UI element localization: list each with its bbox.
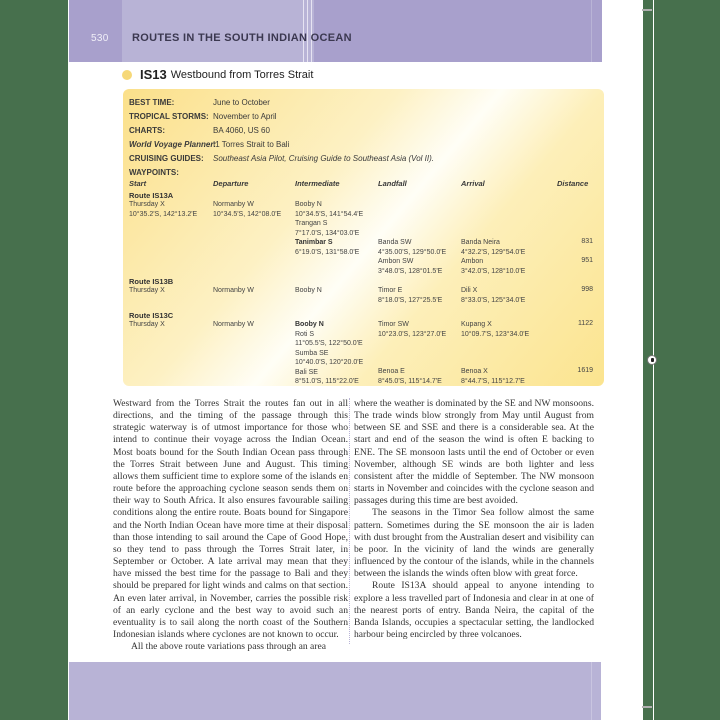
paragraph: Route IS13A should appeal to anyone intending to explore a less travelled part of Indonesia and clear in at one of the nearest ports of entry. Banda Neira, the capital of the Banda Islands, occupies a spectacular setting, the landlocked harbour being encircled by three volcanoes.	[354, 580, 594, 640]
route-c-arrival-1: Kupang X 10°09.7'S, 123°34.0'E	[461, 321, 530, 338]
route-c-header: Route IS13C	[129, 311, 174, 320]
route-c-departure: Normanby W	[213, 321, 254, 328]
route-c-start: Thursday X	[129, 321, 165, 328]
paragraph: where the weather is dominated by the SE and NW monsoons. The trade winds blow strongly from May until August from between SE and SSE and there is a considerable sea. At the start and end of the season the wind is often E backing to ENE. The SE monsoon lasts until the end of October or even November, although SE winds are both lighter and less consistent after the middle of September. The NW monsoon starts in November and coincides with the cyclone season and passages during this time are best avoided.	[354, 398, 594, 507]
route-code: IS13	[140, 67, 167, 82]
route-a-distance-2: 951	[581, 257, 593, 264]
book-page	[68, 0, 643, 720]
route-a-intermediate: Booby N 10°34.5'S, 141°54.4'E Trangan S 7°17.0'S, 134°03.0'E Tanimbar S 6°19.0'S, 131°58.0'E	[295, 201, 364, 256]
page-turn-handle-icon[interactable]	[647, 355, 657, 365]
col-head-landfall: Landfall	[378, 179, 407, 188]
paragraph: Westward from the Torres Strait the routes fan out in all directions, and the timing of the passage through this strategic waterway is of utmost importance for those who intend to continue their voyage across the Indian Ocean. Most boats bound for the South Indian Ocean pass through the Torres Strait between June and August. This timing allows them sufficient time to explore some of the islands en route before the approaching cyclone season sends them on their way to South Africa. It also ensures favourable sailing conditions along the entire route. Boats bound for Singapore and the North Indian Ocean have more time at their disposal than those intending to sail around the Cape of Good Hope, so they tend to pass through the Torres Strait later, in September or October. A late arrival may mean that they have missed the best time for the passage to Bali and they should be prepared for light winds and calms on that section. An even later arrival, in November, carries the possible risk of an early cyclone and the best way to avoid such an eventuality is to sail along the north coast of the Southern Indonesian islands where cyclones are not known to occur.	[113, 398, 348, 640]
header-stripes	[300, 0, 314, 62]
route-b-departure: Normanby W	[213, 287, 254, 294]
route-c-intermediate: Booby N Roti S 11°05.5'S, 122°50.0'E Sumba SE 10°40.0'S, 120°20.0'E Bali SE 8°51.0'S, 115°22.0'E	[295, 321, 364, 385]
col-head-arrival: Arrival	[461, 179, 485, 188]
body-column-left	[113, 398, 348, 653]
running-head: ROUTES IN THE SOUTH INDIAN OCEAN	[132, 32, 352, 44]
page-number: 530	[91, 33, 109, 44]
route-b-intermediate: Booby N	[295, 287, 322, 294]
route-info-box: BEST TIME: June to October TROPICAL STORMS: November to April CHARTS: BA 4060, US 60 World Voyage Planner: I1 Torres Strait to Bali CRUISING GUIDES: Southeast Asia Pilot, Cruising Guide to Southeast Asia (Vol II). WAYPOINTS: Start Departure Intermediate Landfall Arrival Distance Route IS13A Thursday X 10°35.2'S, 142°13.2'E Normanby W 10°34.5'S, 142°08.0'E Booby N 10°34.5'S, 141°54.4'E Trangan S 7°17.0'S, 134°03.0'E Tanimbar S 6°19.0'S, 131°58.0'E Banda SW 4°35.00'S, 129°50.0'E Ambon SW 3°48.0'S, 128°01.5'E Banda Neira 4°32.2'S, 129°54.0'E Ambon 3°42.0'S, 128°10.0'E 831 951 Route IS13B Thursday X Normanby W Booby N Timor E 8°18.0'S, 127°25.5'E Dili X 8°33.0'S, 125°34.0'E 998 Route IS13C Thursday X Normanby W Booby N Roti S 11°05.5'S, 122°50.0'E Sumba SE 10°40.0'S, 120°20.0'E Bali SE 8°51.0'S, 115°22.0'E Timor SW 10°23.0'S, 123°27.0'E Kupang X 10°09.7'S, 123°34.0'E 1122 Benoa E 8°45.0'S, 115°14.7'E Benoa X 8°44.7'S, 115°12.7'E 1619	[123, 89, 604, 386]
route-c-distance-1: 1122	[577, 320, 593, 327]
crop-mark-bottom	[642, 706, 652, 708]
route-a-header: Route IS13A	[129, 191, 174, 200]
col-head-departure: Departure	[213, 179, 249, 188]
route-c-distance-2: 1619	[577, 367, 593, 374]
column-divider	[349, 398, 350, 644]
crop-mark-top	[642, 9, 652, 11]
route-name: Westbound from Torres Strait	[170, 68, 314, 81]
header-right-block	[314, 0, 602, 62]
paragraph: The seasons in the Timor Sea follow almost the same pattern. Sometimes during the SE monsoon the air is laden with dust brought from the Australian desert and visibility can be poor. In the vicinity of land the winds are generally influenced by the contour of the islands, while in the channels between the islands the winds often blow with great force.	[354, 507, 594, 580]
route-a-departure: Normanby W 10°34.5'S, 142°08.0'E	[213, 201, 282, 218]
route-a-start: Thursday X 10°35.2'S, 142°13.2'E	[129, 201, 198, 218]
route-b-landfall: Timor E 8°18.0'S, 127°25.5'E	[378, 287, 443, 304]
route-b-header: Route IS13B	[129, 277, 174, 286]
body-column-right	[354, 398, 594, 641]
route-a-distance-1: 831	[581, 238, 593, 245]
col-head-start: Start	[129, 179, 147, 188]
route-c-landfall-2: Benoa E 8°45.0'S, 115°14.7'E	[378, 368, 442, 385]
header-page-number-block	[69, 0, 122, 62]
route-a-landfall: Banda SW 4°35.00'S, 129°50.0'E Ambon SW 3°48.0'S, 128°01.5'E	[378, 239, 447, 275]
route-b-distance: 998	[581, 286, 593, 293]
route-c-landfall-1: Timor SW 10°23.0'S, 123°27.0'E	[378, 321, 447, 338]
route-a-arrival: Banda Neira 4°32.2'S, 129°54.0'E Ambon 3°42.0'S, 128°10.0'E	[461, 239, 526, 275]
bullet-icon	[122, 70, 132, 80]
header-edge-line	[591, 0, 592, 62]
footer-edge-line	[591, 662, 592, 720]
route-title	[122, 67, 313, 82]
col-head-intermediate: Intermediate	[295, 179, 340, 188]
col-head-distance: Distance	[557, 179, 589, 188]
route-c-arrival-2: Benoa X 8°44.7'S, 115°12.7'E	[461, 368, 525, 385]
footer-band	[69, 662, 601, 720]
route-b-start: Thursday X	[129, 287, 165, 294]
paragraph: All the above route variations pass through an area	[131, 641, 327, 653]
route-b-arrival: Dili X 8°33.0'S, 125°34.0'E	[461, 287, 526, 304]
